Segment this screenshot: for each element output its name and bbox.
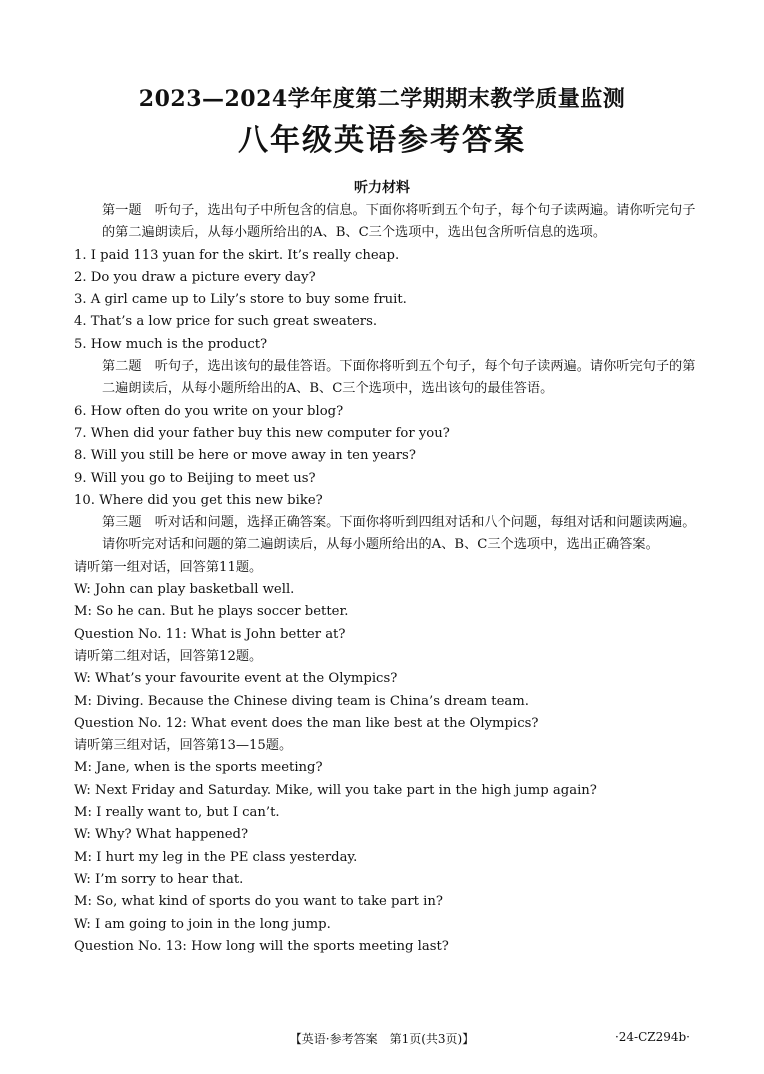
- dialogue-line: M: I hurt my leg in the PE class yesterday.: [74, 849, 358, 865]
- dialogue-line: W: What’s your favourite event at the Olympics?: [74, 671, 398, 687]
- dialogue-line: W: I am going to join in the long jump.: [74, 916, 331, 932]
- dialogue-line: W: Next Friday and Saturday. Mike, will you take part in the high jump again?: [74, 782, 597, 798]
- section-title: 听力材料: [354, 180, 410, 196]
- dialogue-line: M: I really want to, but I can’t.: [74, 805, 280, 821]
- dialogue-line: Question No. 13: How long will the sports meeting last?: [74, 938, 449, 954]
- part1-item: 3. A girl came up to Lily’s store to buy some fruit.: [74, 292, 407, 308]
- answer-key-title: 八年级英语参考答案: [238, 123, 526, 158]
- part2-item: 10. Where did you get this new bike?: [74, 492, 323, 508]
- part1-instruction: 第一题 听句子，选出句子中所包含的信息。下面你将听到五个句子，每个句子读两遍。请你听完句子的第二遍朗读后，从每小题所给出的A、B、C三个选项中，选出包含所听信息的选项。: [102, 203, 696, 241]
- dialogue-line: W: John can play basketball well.: [74, 582, 295, 598]
- part1-item: 2. Do you draw a picture every day?: [74, 269, 316, 285]
- part2-instruction: 第二题 听句子，选出该句的最佳答语。下面你将听到五个句子，每个句子读两遍。请你听完句子的第二遍朗读后，从每小题所给出的A、B、C三个选项中，选出该句的最佳答语。: [102, 359, 696, 397]
- part2-item: 6. How often do you write on your blog?: [74, 403, 344, 419]
- part1-item: 4. That’s a low price for such great sweaters.: [74, 314, 378, 330]
- part2-item: 9. Will you go to Beijing to meet us?: [74, 470, 316, 486]
- dialogue-line: W: Why? What happened?: [74, 827, 249, 843]
- part1-item: 5. How much is the product?: [74, 336, 268, 352]
- part2-item: 7. When did your father buy this new computer for you?: [74, 425, 450, 441]
- dialogue-line: M: Diving. Because the Chinese diving team is China’s dream team.: [74, 693, 529, 709]
- exam-title: 2023—2024学年度第二学期期末教学质量监测: [138, 86, 626, 112]
- dialogue-line: M: So, what kind of sports do you want to take part in?: [74, 894, 443, 910]
- dialogue-line: M: So he can. But he plays soccer better.: [74, 604, 349, 620]
- dialogue-line: 请听第一组对话，回答第11题。: [74, 559, 263, 575]
- dialogue-line: M: Jane, when is the sports meeting?: [74, 760, 323, 776]
- footer-code: ·24-CZ294b·: [614, 1030, 690, 1044]
- dialogue-line: Question No. 11: What is John better at?: [74, 626, 346, 642]
- dialogue-line: 请听第二组对话，回答第12题。: [74, 648, 263, 664]
- dialogue-line: Question No. 12: What event does the man like best at the Olympics?: [74, 715, 539, 731]
- footer-page-info: 【英语·参考答案 第1页(共3页)】: [289, 1032, 475, 1046]
- part3-instruction: 第三题 听对话和问题，选择正确答案。下面你将听到四组对话和八个问题，每组对话和问题读两遍。请你听完对话和问题的第二遍朗读后，从每小题所给出的A、B、C三个选项中，选出正确答案。: [102, 515, 696, 553]
- part1-item: 1. I paid 113 yuan for the skirt. It’s really cheap.: [74, 247, 400, 263]
- dialogue-line: 请听第三组对话，回答第13—15题。: [74, 738, 293, 754]
- document-body: [74, 200, 696, 958]
- dialogue-line: W: I’m sorry to hear that.: [74, 871, 244, 887]
- part2-item: 8. Will you still be here or move away in ten years?: [74, 448, 416, 464]
